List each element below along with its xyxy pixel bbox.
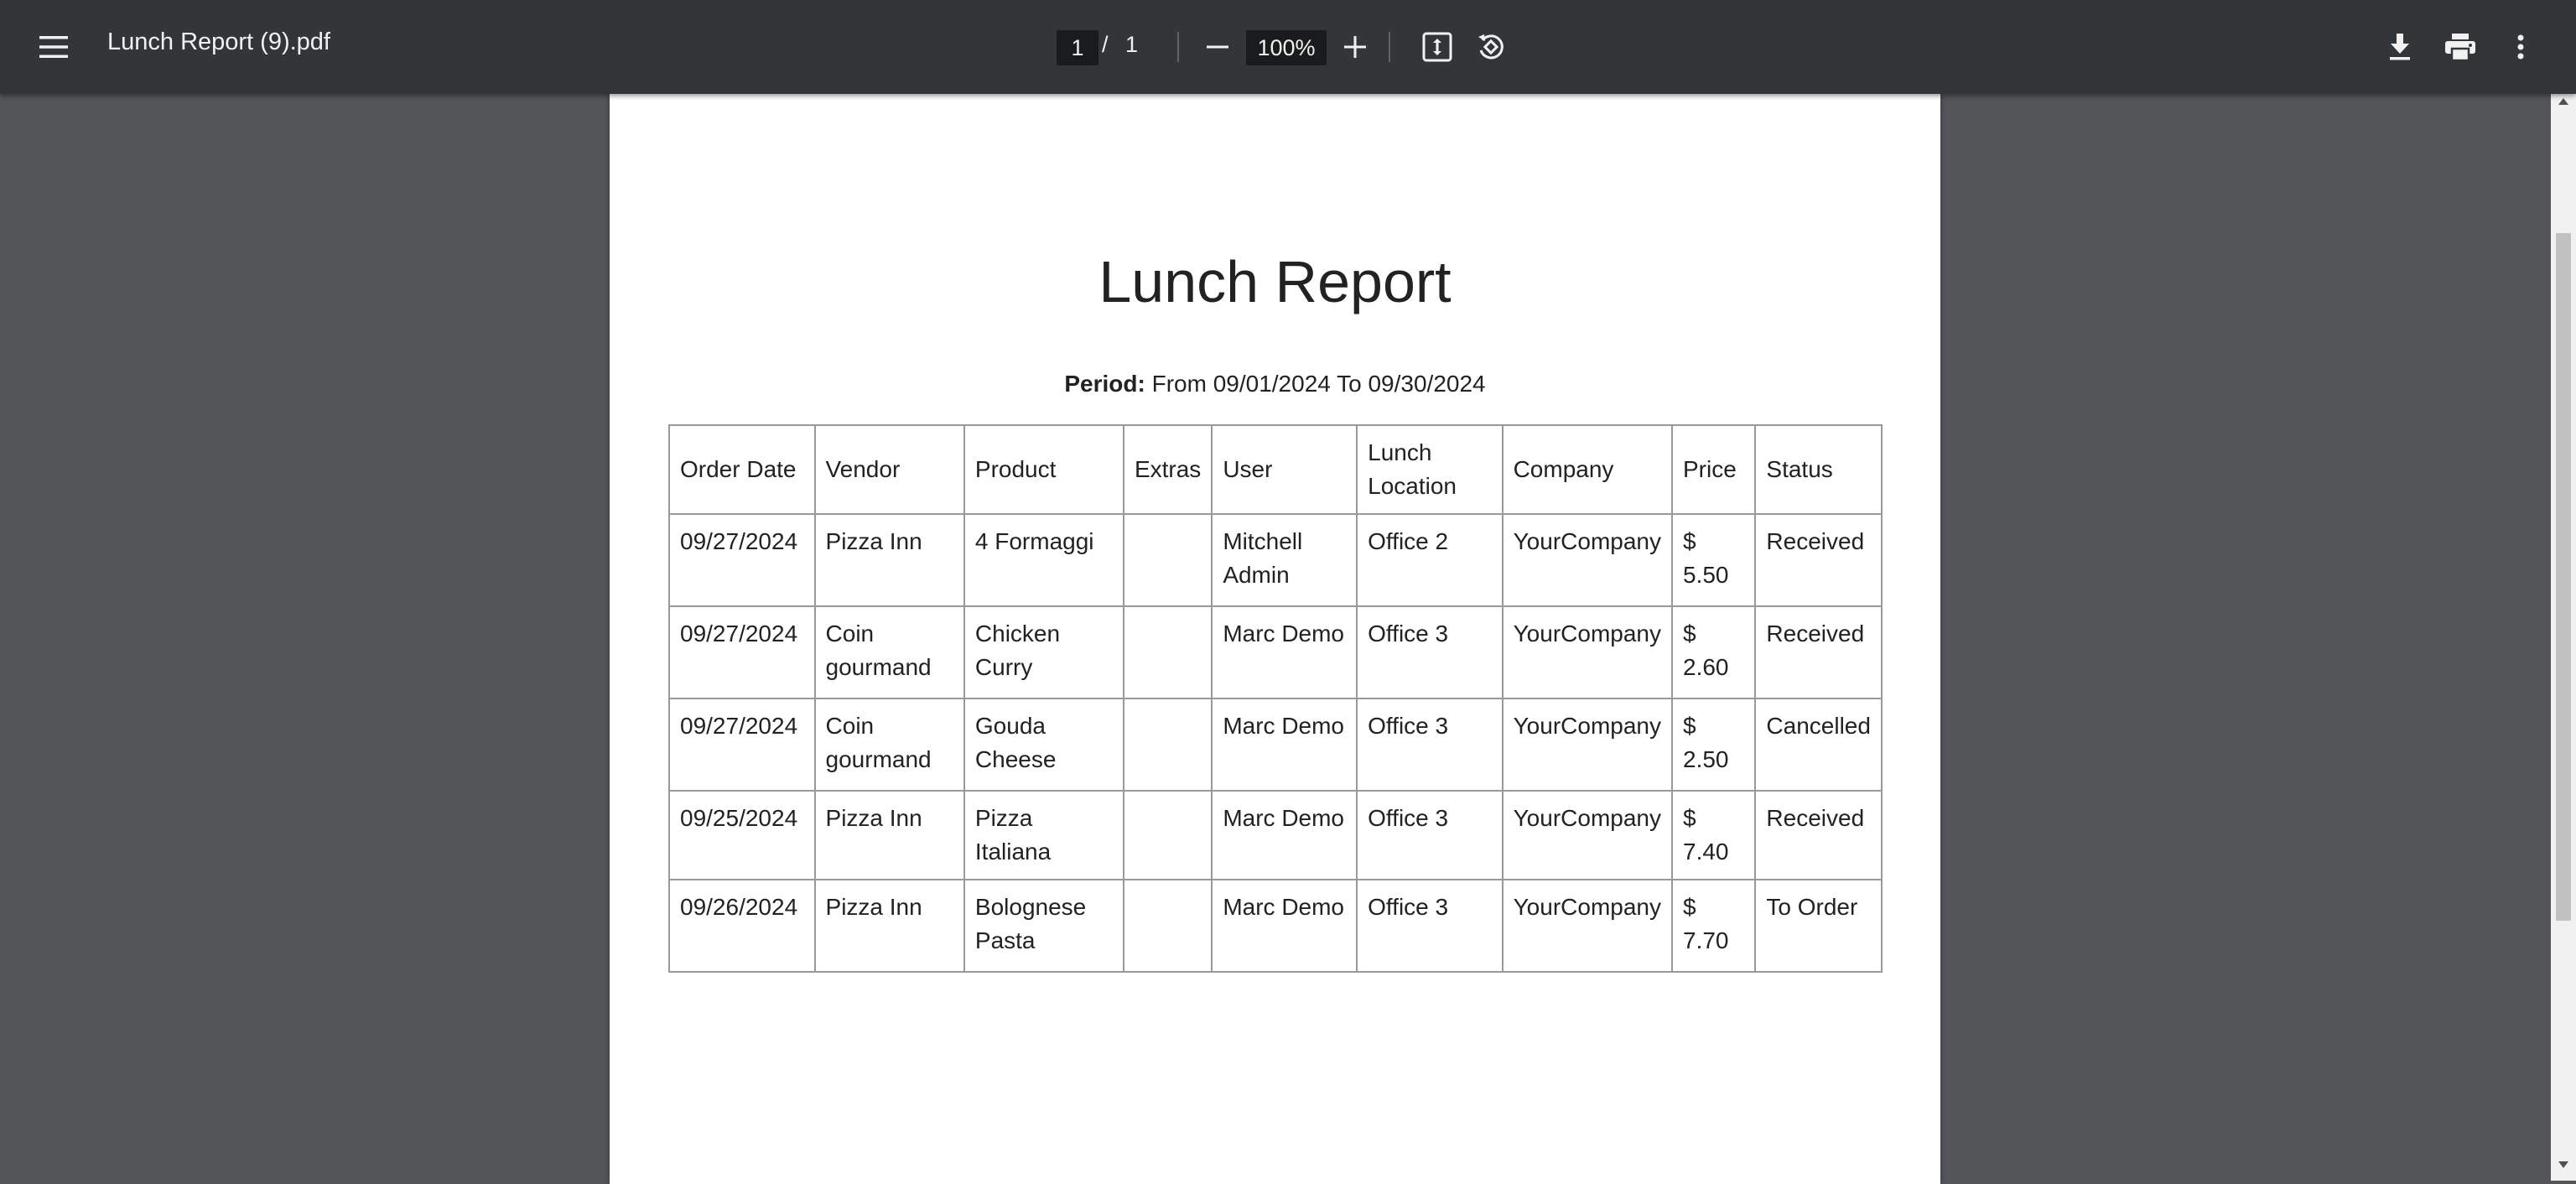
minus-icon [1207, 36, 1228, 58]
report-title: Lunch Report [1098, 249, 1452, 314]
rotate-button[interactable] [1464, 20, 1518, 74]
vendor-cell: Pizza Inn [815, 514, 964, 606]
more-vert-icon [2517, 34, 2524, 60]
column-header: Status [1755, 425, 1882, 514]
company-cell: YourCompany [1503, 791, 1672, 880]
column-header: Company [1503, 425, 1672, 514]
column-header: Lunch Location [1357, 425, 1502, 514]
order-date-cell: 09/25/2024 [669, 791, 815, 880]
status-cell: Received [1755, 514, 1882, 606]
print-icon [2445, 34, 2475, 60]
fit-page-icon [1422, 32, 1452, 62]
toolbar-divider [1177, 32, 1179, 62]
status-cell: Received [1755, 791, 1882, 880]
status-cell: To Order [1755, 880, 1882, 972]
company-cell: YourCompany [1503, 880, 1672, 972]
menu-icon [39, 35, 68, 59]
print-button[interactable] [2433, 20, 2487, 74]
location-cell: Office 2 [1357, 514, 1502, 606]
status-cell: Received [1755, 606, 1882, 698]
zoom-level-input[interactable] [1246, 30, 1327, 65]
table-row [669, 698, 1882, 791]
download-button[interactable] [2373, 20, 2427, 74]
product-cell: Bolognese Pasta [964, 880, 1124, 972]
vendor-cell: Pizza Inn [815, 880, 964, 972]
pdf-toolbar [0, 0, 2576, 94]
extras-cell [1124, 880, 1212, 972]
period-value: From 09/01/2024 To 09/30/2024 [1151, 371, 1486, 397]
rotate-icon [1476, 32, 1506, 62]
page-number-input[interactable] [1057, 30, 1098, 65]
extras-cell [1124, 514, 1212, 606]
order-date-cell: 09/27/2024 [669, 514, 815, 606]
order-date-cell: 09/27/2024 [669, 698, 815, 791]
table-header-row [669, 425, 1882, 514]
download-icon [2388, 34, 2412, 60]
pdf-page [610, 94, 1940, 1184]
zoom-in-button[interactable] [1328, 20, 1382, 74]
company-cell: YourCompany [1503, 514, 1672, 606]
table-row [669, 606, 1882, 698]
price-cell: $ 2.50 [1672, 698, 1755, 791]
scroll-up-arrow[interactable] [2551, 97, 2576, 114]
company-cell: YourCompany [1503, 698, 1672, 791]
user-cell: Marc Demo [1212, 698, 1357, 791]
more-options-button[interactable] [2494, 20, 2547, 74]
scroll-up-icon [2558, 97, 2569, 106]
column-header: Extras [1124, 425, 1212, 514]
price-cell: $ 7.70 [1672, 880, 1755, 972]
order-date-cell: 09/27/2024 [669, 606, 815, 698]
report-period [610, 371, 1940, 397]
column-header: Product [964, 425, 1124, 514]
vertical-scrollbar[interactable] [2551, 94, 2576, 1181]
company-cell: YourCompany [1503, 606, 1672, 698]
location-cell: Office 3 [1357, 880, 1502, 972]
user-cell: Marc Demo [1212, 880, 1357, 972]
vendor-cell: Coin gourmand [815, 606, 964, 698]
document-title: Lunch Report (9).pdf [107, 29, 330, 55]
fit-to-page-button[interactable] [1410, 20, 1464, 74]
scrollbar-thumb[interactable] [2556, 233, 2571, 921]
user-cell: Marc Demo [1212, 606, 1357, 698]
column-header: Price [1672, 425, 1755, 514]
extras-cell [1124, 698, 1212, 791]
toolbar-divider [1389, 32, 1390, 62]
table-row [669, 791, 1882, 880]
table-row [669, 514, 1882, 606]
location-cell: Office 3 [1357, 606, 1502, 698]
product-cell: Pizza Italiana [964, 791, 1124, 880]
column-header: Vendor [815, 425, 964, 514]
lunch-orders-table [668, 424, 1883, 973]
column-header: Order Date [669, 425, 815, 514]
price-cell: $ 7.40 [1672, 791, 1755, 880]
product-cell: 4 Formaggi [964, 514, 1124, 606]
column-header: User [1212, 425, 1357, 514]
price-cell: $ 5.50 [1672, 514, 1755, 606]
user-cell: Mitchell Admin [1212, 514, 1357, 606]
product-cell: Gouda Cheese [964, 698, 1124, 791]
extras-cell [1124, 791, 1212, 880]
price-cell: $ 2.60 [1672, 606, 1755, 698]
order-date-cell: 09/26/2024 [669, 880, 815, 972]
scroll-down-icon [2558, 1161, 2569, 1169]
extras-cell [1124, 606, 1212, 698]
scroll-down-arrow[interactable] [2551, 1161, 2576, 1177]
user-cell: Marc Demo [1212, 791, 1357, 880]
plus-icon [1344, 36, 1366, 58]
location-cell: Office 3 [1357, 791, 1502, 880]
location-cell: Office 3 [1357, 698, 1502, 791]
table-row [669, 880, 1882, 972]
page-separator: / [1102, 32, 1109, 57]
status-cell: Cancelled [1755, 698, 1882, 791]
vendor-cell: Pizza Inn [815, 791, 964, 880]
page-total: 1 [1125, 32, 1139, 57]
zoom-out-button[interactable] [1191, 20, 1244, 74]
product-cell: Chicken Curry [964, 606, 1124, 698]
period-label: Period: [1064, 371, 1145, 397]
menu-button[interactable] [27, 20, 80, 74]
vendor-cell: Coin gourmand [815, 698, 964, 791]
